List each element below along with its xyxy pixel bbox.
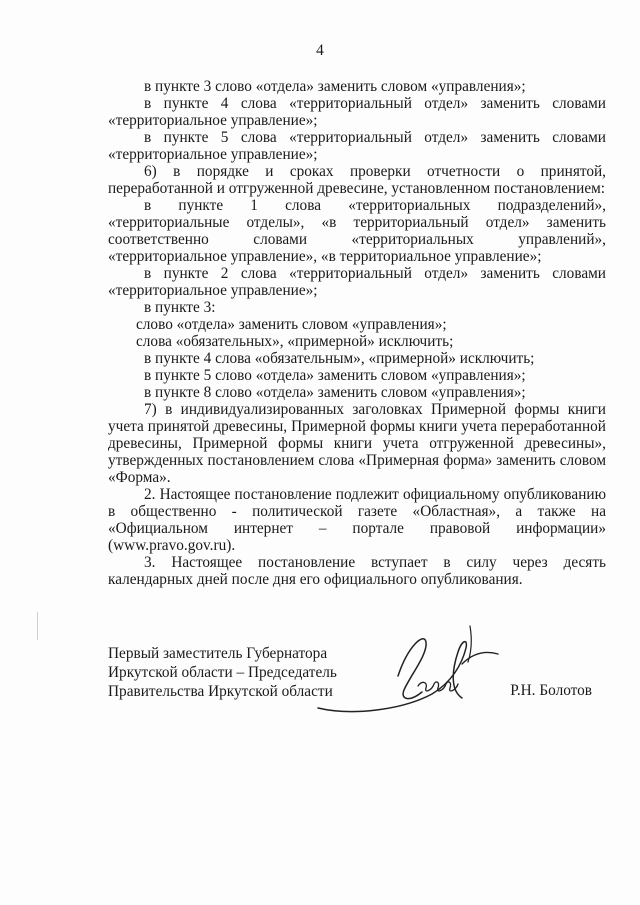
paragraph-6: в пункте 2 слова «территориальный отдел» заменить словами «территориальное управление»; <box>108 265 606 299</box>
paragraph-2: в пункте 4 слова «территориальный отдел» заменить словами «территориальное управление»; <box>108 95 606 129</box>
paragraph-15: 3. Настоящее постановление вступает в силу через десять календарных дней после дня его официального опубликования. <box>108 554 606 588</box>
paragraph-7: в пункте 3: <box>144 299 216 316</box>
paragraph-5: в пункте 1 слова «территориальных подразделений», «территориальные отделы», «в территориальный отдел» заменить соответственно словами «территориальных управлений», «территориальное управление», «в территориальное управление»; <box>108 197 606 265</box>
paragraph-9: слова «обязательных», «примерной» исключить; <box>136 333 454 350</box>
paragraph-10: в пункте 4 слова «обязательным», «примерной» исключить; <box>144 350 535 367</box>
signer-name: Р.Н. Болотов <box>510 682 592 699</box>
paragraph-1: в пункте 3 слово «отдела» заменить словом «управления»; <box>144 78 526 95</box>
paragraph-4: 6) в порядке и сроках проверки отчетности о принятой, переработанной и отгруженной древесине, установленном постановлением: <box>108 163 606 197</box>
paragraph-11: в пункте 5 слово «отдела» заменить словом «управления»; <box>144 367 526 384</box>
margin-mark <box>37 612 38 640</box>
document-body <box>108 78 606 588</box>
paragraph-13: 7) в индивидуализированных заголовках Примерной формы книги учета принятой древесины, Примерной формы книги учета переработанной древесины, Примерной формы книги учета отгруженной древесины», утвержденных постановлением слова «Примерная форма» заменить словом «Форма». <box>108 401 606 486</box>
signer-position-line-2: Иркутской области – Председатель <box>108 664 337 681</box>
paragraph-12: в пункте 8 слово «отдела» заменить словом «управления»; <box>144 384 526 401</box>
paragraph-14: 2. Настоящее постановление подлежит официальному опубликованию в общественно - политической газете «Областная», а также на «Официальном интернет – портале правовой информации» (www.pravo.gov.ru). <box>108 486 606 554</box>
page-number: 4 <box>316 42 324 59</box>
signer-position-line-1: Первый заместитель Губернатора <box>108 645 328 662</box>
handwritten-signature <box>312 624 502 724</box>
signer-position-line-3: Правительства Иркутской области <box>108 683 333 700</box>
paragraph-3: в пункте 5 слова «территориальный отдел» заменить словами «территориальное управление»; <box>108 129 606 163</box>
paragraph-8: слово «отдела» заменить словом «управления»; <box>136 316 447 333</box>
